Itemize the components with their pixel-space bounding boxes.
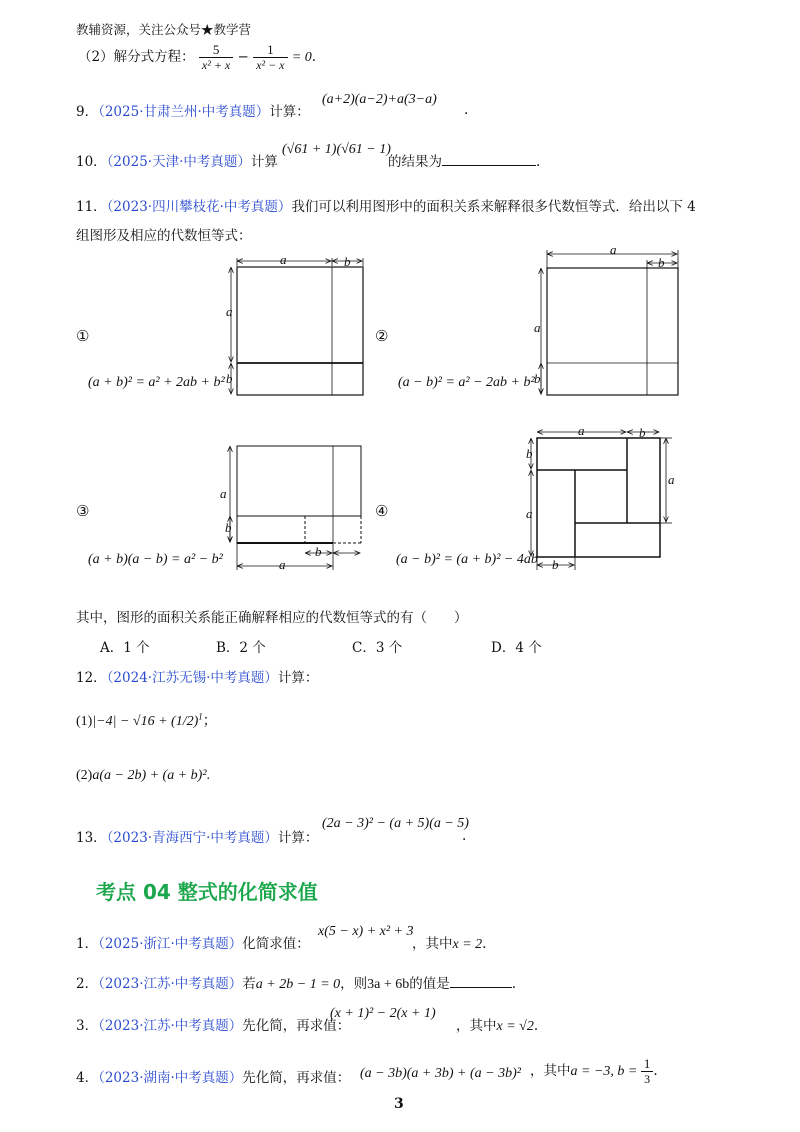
question-text: ，则 [340,976,368,992]
question-number: 4． [76,1070,99,1086]
question-12 [76,666,318,686]
answer-blank[interactable] [442,165,536,166]
question-source: （2023·江苏·中考真题） [98,1018,243,1034]
question-text: ，其中 [456,1018,497,1034]
label-b: b [639,425,646,440]
section-title: 考点 04 整式的化简求值 [96,880,318,904]
semicolon: ； [202,714,217,729]
figure-3-formula: (a + b)(a − b) = a² − b² [88,552,223,567]
question-number: 1． [76,936,99,952]
part-expression: |−4| − √16 + (1/2) [92,714,199,729]
question-11 [76,195,696,215]
question-number: 12． [76,670,107,686]
fraction-denominator: 3 [644,1072,651,1086]
period: . [206,768,211,783]
label-b: b [534,371,541,386]
option-a[interactable]: A．1 个 [100,640,150,656]
label-b: b [526,446,533,461]
part-label: (1) [76,714,93,729]
s3-tail [456,1014,538,1035]
question-source: （2023·青海西宁·中考真题） [106,830,278,846]
question-text: 的结果为 [388,154,442,170]
equation-tail: = 0 [291,50,312,65]
question-text: 的值是 [409,976,450,992]
label-a: a [534,320,541,335]
section-question-3 [76,1014,350,1034]
question-source: （2024·江苏无锡·中考真题） [106,670,278,686]
question-text: 我们可以利用图形中的面积关系来解释很多代数恒等式．给出以下 4 [291,199,696,215]
question-10 [76,150,278,170]
question-text: 若 [242,976,256,992]
question-text: 计算： [277,830,319,846]
figure-4-formula: (a − b)² = (a + b)² − 4ab [396,552,538,567]
period: . [311,49,317,65]
exponent: 1 [198,711,203,722]
option-c[interactable]: C．3 个 [352,640,403,656]
label-a: a [610,242,617,257]
question-text: 先化简，再求值： [242,1070,351,1086]
question-number: 3． [76,1018,99,1034]
question-text: ，其中 [412,936,453,952]
label-a: a [226,304,233,319]
q10-tail [388,150,540,170]
fraction-1 [199,42,233,73]
option-b[interactable]: B．2 个 [216,640,266,656]
period: . [653,1063,658,1079]
label-b: b [225,520,232,535]
page-header: 教辅资源，关注公众号★教学营 [76,22,252,37]
condition: a + 2b − 1 = 0 [255,977,341,992]
q13-expression: (2a − 3)² − (a + 5)(a − 5) [322,816,469,831]
figure-1-formula: (a + b)² = a² + 2ab + b² [88,375,225,390]
figure-2-diagram [530,240,690,400]
question-number: 9． [76,104,99,120]
figure-4-mark: ④ [375,502,389,520]
question-source: （2025·浙江·中考真题） [98,936,243,952]
s4-tail [530,1056,658,1087]
label-b: b [226,371,233,386]
part-label: (2) [76,768,93,783]
s3-expression: (x + 1)² − 2(x + 1) [330,1006,436,1021]
label-a: a [280,252,287,267]
fraction [641,1056,654,1087]
figure-1-diagram [220,248,370,400]
s4-expression: (a − 3b)(a + 3b) + (a − 3b)² [360,1066,521,1081]
label-b: b [552,557,559,572]
s1-expression: x(5 − x) + x² + 3 [318,924,414,939]
question-source: （2023·湖南·中考真题） [98,1070,243,1086]
fraction-numerator: 1 [641,1056,654,1072]
figure-3-diagram [215,440,375,572]
square [237,267,363,395]
question-text: 计算： [269,104,310,120]
fraction-denominator: x² + x [201,58,231,72]
question-13 [76,826,318,846]
label-b: b [658,255,665,270]
question-source: （2023·江苏·中考真题） [98,976,243,992]
period: . [536,154,541,170]
label-a: a [279,557,286,572]
fraction-2 [253,42,287,73]
page-number: 3 [394,1096,404,1112]
label-b: b [315,544,322,559]
answer-blank[interactable] [450,987,512,988]
item-number: （2） [78,49,114,65]
question-9 [76,100,310,120]
period: . [533,1018,539,1034]
figure-3-mark: ③ [76,502,90,520]
operator: − [237,49,249,65]
question-number: 10． [76,154,107,170]
condition: x = √2 [496,1019,534,1034]
section-question-2 [76,972,516,993]
q13-end: . [462,828,467,844]
question-source: （2023·四川攀枝花·中考真题） [106,199,292,215]
fraction-denominator: x² − x [256,58,285,72]
option-d[interactable]: D．4 个 [491,640,542,656]
q9-expression: (a+2)(a−2)+a(3−a) [322,92,437,107]
part-expression: a(a − 2b) + (a + b)² [92,768,207,783]
condition: x = 2 [452,937,483,952]
label-a: a [668,472,675,487]
question-number: 2． [76,976,99,992]
label-a: a [220,486,227,501]
question-11-line2: 组图形及相应的代数恒等式： [76,228,252,244]
figure-2-formula: (a − b)² = a² − 2ab + b² [398,375,535,390]
question-text: 化简求值： [242,936,310,952]
period: . [482,936,487,952]
item-text: 解分式方程： [113,49,195,65]
question-source: （2025·甘肃兰州·中考真题） [98,104,270,120]
figure-2-mark: ② [375,327,389,345]
fraction-numerator: 1 [253,42,287,58]
condition: a = −3, b = [570,1064,641,1079]
fraction-numerator: 5 [199,42,233,58]
question-number: 11． [76,199,107,215]
s1-tail [412,932,486,953]
label-b: b [344,254,351,269]
question-text: 先化简，再求值： [242,1018,351,1034]
question-text: ，其中 [530,1063,571,1079]
figure-1-mark: ① [76,327,90,345]
section-question-4 [76,1066,350,1086]
label-a: a [578,424,585,438]
section-question-1 [76,932,310,952]
q10-expression: (√61 + 1)(√61 − 1) [282,142,391,157]
expression: 3a + 6b [367,977,410,992]
q11-prompt: 其中，图形的面积关系能正确解释相应的代数恒等式的有（ ） [76,610,468,626]
label-a: a [526,506,533,521]
question-text: 计算 [250,154,278,170]
question-source: （2025·天津·中考真题） [106,154,251,170]
question-number: 13． [76,830,107,846]
q9-end: . [464,102,469,118]
period: . [511,976,517,992]
q12-part-2 [76,768,210,784]
question-text: 计算： [277,670,319,686]
figure-4-diagram [520,424,680,576]
item-prev [78,42,316,73]
q12-part-1 [76,710,217,730]
